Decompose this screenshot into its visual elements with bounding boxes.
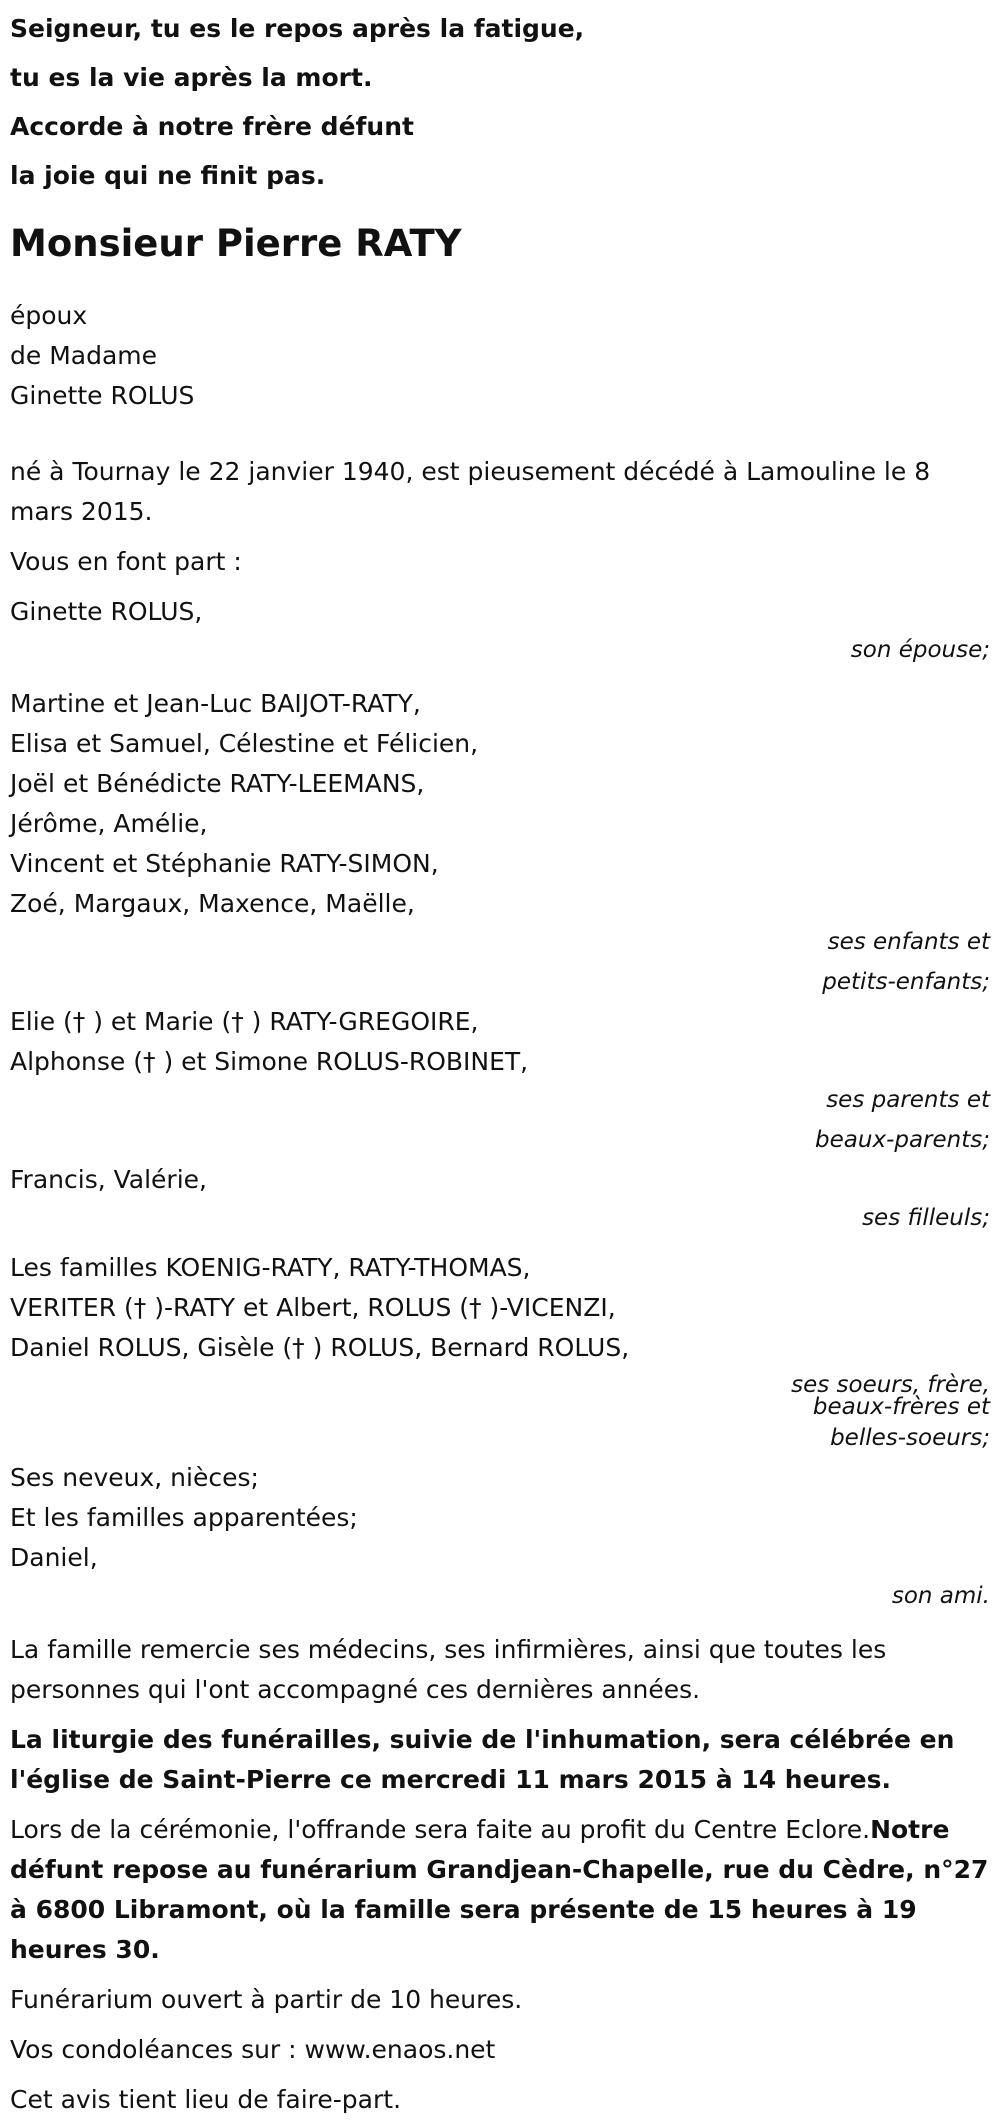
prayer-line: tu es la vie après la mort. xyxy=(10,63,373,92)
relation-line: petits-enfants; xyxy=(822,969,990,995)
spouse-info xyxy=(10,296,1000,416)
relation-line: ses parents et xyxy=(826,1087,990,1113)
relation-line: ses soeurs, frère, xyxy=(791,1372,990,1398)
closing-line: Cet avis tient lieu de faire-part. xyxy=(10,2085,402,2114)
spouse-line: Ginette ROLUS xyxy=(10,381,195,410)
offering-text: Lors de la cérémonie, l'offrande sera faite au profit du Centre Eclore. xyxy=(10,1815,871,1844)
family-name-line: Francis, Valérie, xyxy=(10,1165,207,1194)
family-name-line: Joël et Bénédicte RATY-LEEMANS, xyxy=(10,769,425,798)
spouse-line: époux xyxy=(10,301,88,330)
family-name-line: Daniel, xyxy=(10,1543,98,1572)
relation-line: belles-soeurs; xyxy=(830,1425,990,1451)
family-group-godchildren xyxy=(10,1160,1000,1200)
family-name-line: Alphonse († ) et Simone ROLUS-ROBINET, xyxy=(10,1047,529,1076)
family-name-line: Les familles KOENIG-RATY, RATY-THOMAS, xyxy=(10,1253,531,1282)
family-group-others xyxy=(10,1458,1000,1578)
relation-label xyxy=(10,1576,990,1616)
relation-label xyxy=(10,1080,990,1160)
relation-label xyxy=(10,1374,990,1458)
condolences-line: Vos condoléances sur : www.enaos.net xyxy=(10,2035,496,2064)
family-group-parents xyxy=(10,1002,1000,1082)
deceased-name: Monsieur Pierre RATY xyxy=(10,222,462,265)
birth-death-statement: né à Tournay le 22 janvier 1940, est pieusement décédé à Lamouline le 8 mars 2015. xyxy=(10,457,931,526)
family-group-spouse xyxy=(10,592,1000,632)
family-name-line: Ses neveux, nièces; xyxy=(10,1463,259,1492)
family-name-line: VERITER († )-RATY et Albert, ROLUS († )-VICENZI, xyxy=(10,1293,616,1322)
prayer-line: Accorde à notre frère défunt xyxy=(10,112,414,141)
relation-line: son ami. xyxy=(891,1583,990,1609)
family-name-line: Daniel ROLUS, Gisèle († ) ROLUS, Bernard ROLUS, xyxy=(10,1333,630,1362)
relation-label xyxy=(10,1198,990,1238)
family-name-line: Zoé, Margaux, Maxence, Maëlle, xyxy=(10,889,415,918)
prayer xyxy=(10,4,1000,200)
relation-label xyxy=(10,922,990,1002)
thanks-paragraph: La famille remercie ses médecins, ses infirmières, ainsi que toutes les personnes qui l'ont accompagné ces dernières années. xyxy=(10,1635,887,1704)
spouse-line: de Madame xyxy=(10,341,158,370)
relation-line: ses enfants et xyxy=(827,929,990,955)
relation-line: beaux-frères et xyxy=(812,1394,990,1420)
relation-label xyxy=(10,630,990,670)
funeral-home-hours: Funérarium ouvert à partir de 10 heures. xyxy=(10,1985,523,2014)
family-name-line: Jérôme, Amélie, xyxy=(10,809,208,838)
family-name-line: Martine et Jean-Luc BAIJOT-RATY, xyxy=(10,689,421,718)
family-name-line: Ginette ROLUS, xyxy=(10,597,203,626)
offering-paragraph xyxy=(10,1810,1000,1970)
relation-line: beaux-parents; xyxy=(815,1127,990,1153)
relation-line: ses filleuls; xyxy=(862,1205,990,1231)
family-group-children xyxy=(10,684,1000,924)
family-name-line: Et les familles apparentées; xyxy=(10,1503,358,1532)
family-name-line: Elie († ) et Marie († ) RATY-GREGOIRE, xyxy=(10,1007,479,1036)
announcement-intro: Vous en font part : xyxy=(10,547,242,576)
family-name-line: Elisa et Samuel, Célestine et Félicien, xyxy=(10,729,479,758)
prayer-line: Seigneur, tu es le repos après la fatigue, xyxy=(10,14,585,43)
relation-line: son épouse; xyxy=(850,637,990,663)
funeral-home-info: Notre défunt repose au funérarium Grandjean-Chapelle, rue du Cèdre, n°27 à 6800 Libramont, où la famille sera présente de 15 heures à 19 heures 30. xyxy=(10,1815,989,1964)
liturgy-paragraph: La liturgie des funérailles, suivie de l'inhumation, sera célébrée en l'église de Saint-Pierre ce mercredi 11 mars 2015 à 14 heures. xyxy=(10,1725,955,1794)
prayer-line: la joie qui ne finit pas. xyxy=(10,161,326,190)
family-group-siblings xyxy=(10,1248,1000,1368)
family-name-line: Vincent et Stéphanie RATY-SIMON, xyxy=(10,849,439,878)
